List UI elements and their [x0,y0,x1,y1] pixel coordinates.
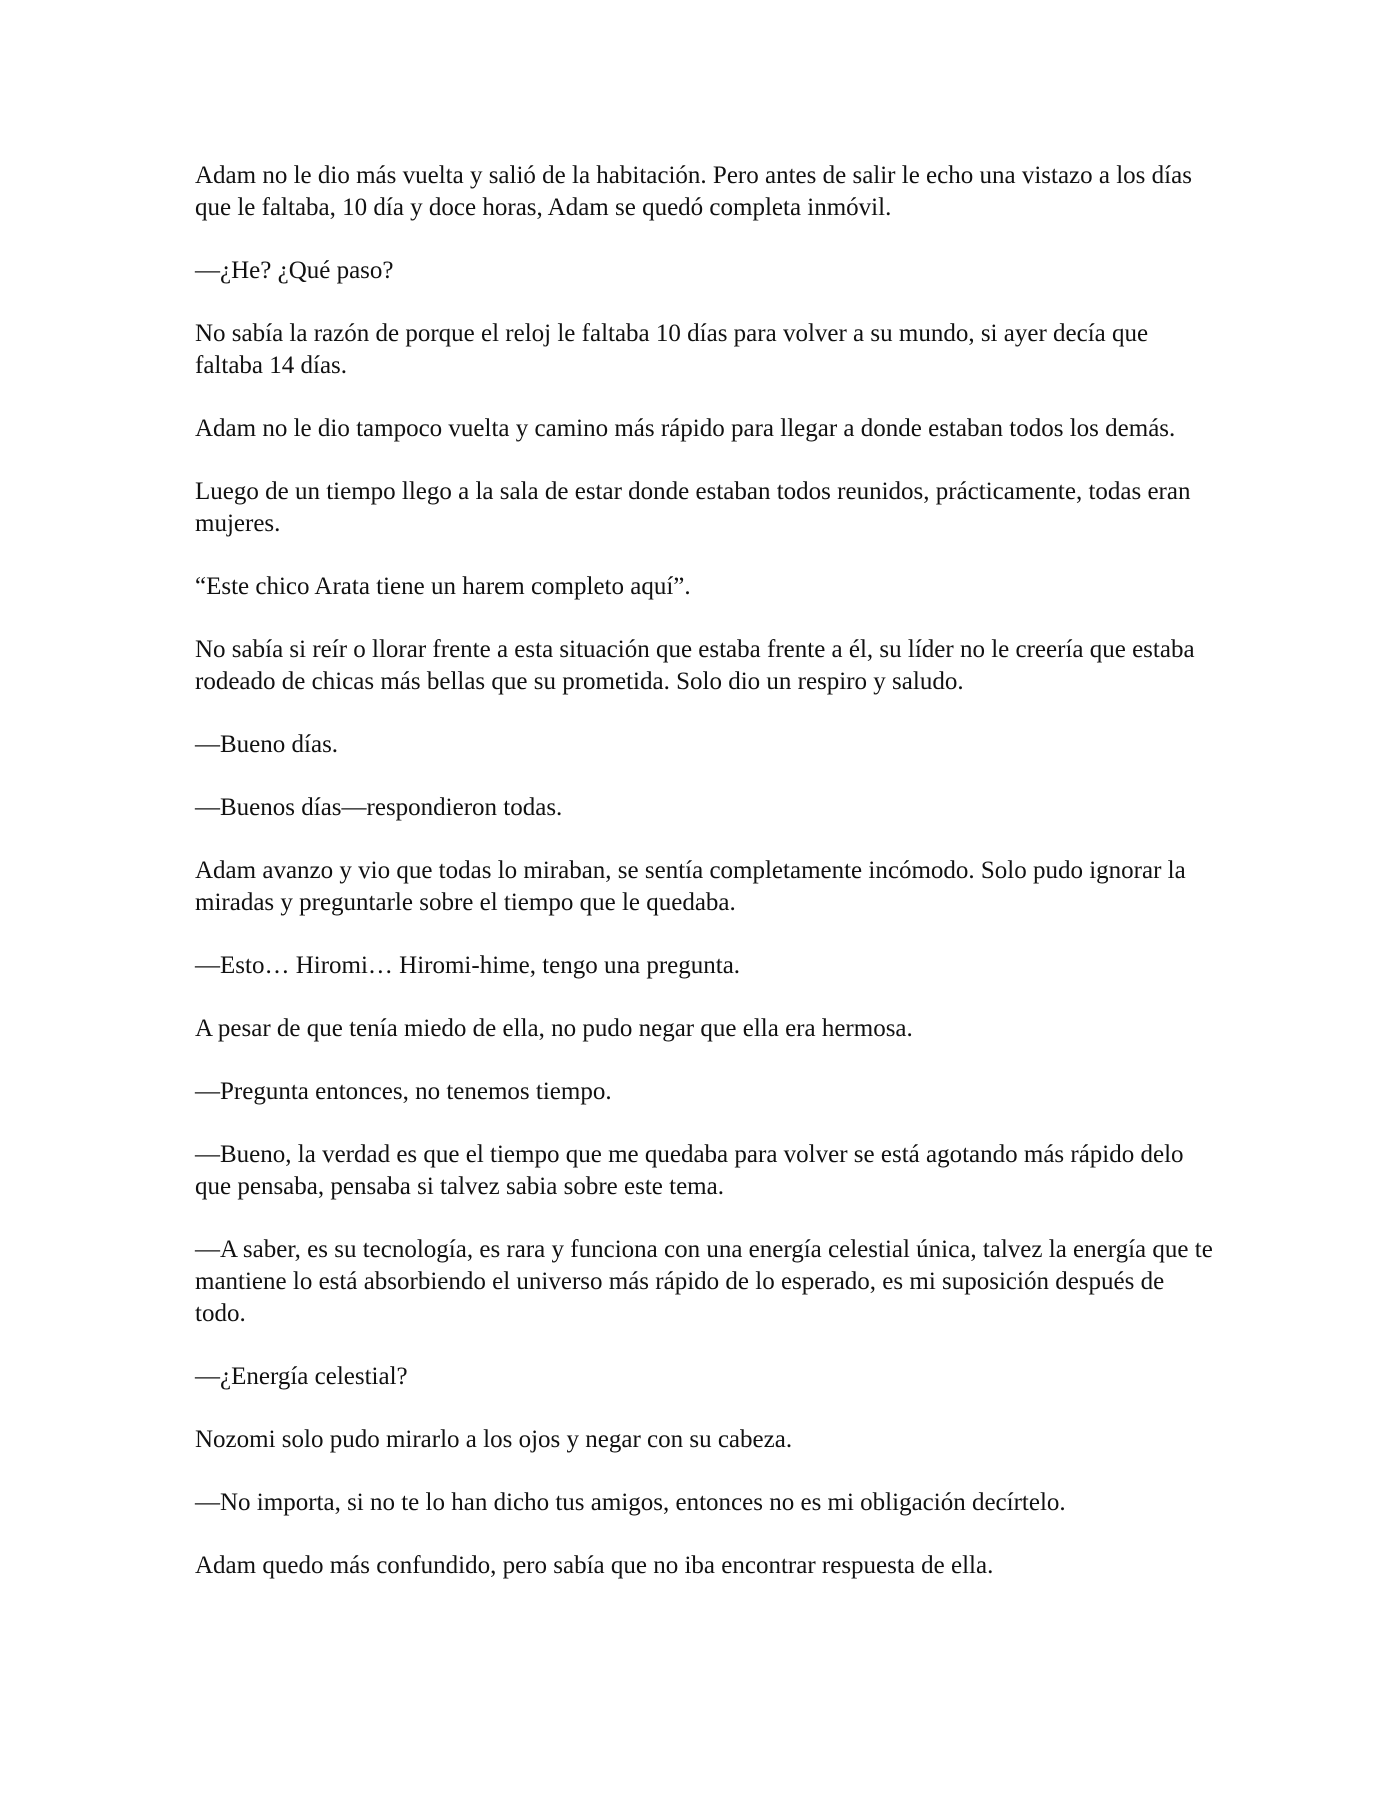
paragraph: —¿Energía celestial? [195,1363,408,1390]
paragraph: —A saber, es su tecnología, es rara y funciona con una energía celestial única, talvez la energía que te mantiene lo está absorbiendo el universo más rápido de lo esperado, es mi suposición después de todo. [195,1236,1213,1327]
paragraph: —¿He? ¿Qué paso? [195,257,394,284]
paragraph: Nozomi solo pudo mirarlo a los ojos y negar con su cabeza. [195,1426,793,1453]
paragraph: Adam no le dio más vuelta y salió de la habitación. Pero antes de salir le echo una vistazo a los días que le faltaba, 10 día y doce horas, Adam se quedó completa inmóvil. [195,162,1192,221]
paragraph: —Esto… Hiromi… Hiromi-hime, tengo una pregunta. [195,952,741,979]
paragraph: “Este chico Arata tiene un harem completo aquí”. [195,573,691,600]
paragraph: Adam quedo más confundido, pero sabía que no iba encontrar respuesta de ella. [195,1552,994,1579]
paragraph: No sabía si reír o llorar frente a esta situación que estaba frente a él, su líder no le creería que estaba rodeado de chicas más bellas que su prometida. Solo dio un respiro y saludo. [195,636,1195,695]
paragraph: Luego de un tiempo llego a la sala de estar donde estaban todos reunidos, prácticamente, todas eran mujeres. [195,478,1191,537]
paragraph: No sabía la razón de porque el reloj le faltaba 10 días para volver a su mundo, si ayer decía que faltaba 14 días. [195,320,1149,379]
paragraph: Adam no le dio tampoco vuelta y camino más rápido para llegar a donde estaban todos los demás. [195,415,1176,442]
paragraph: A pesar de que tenía miedo de ella, no pudo negar que ella era hermosa. [195,1015,913,1042]
paragraph: —Bueno, la verdad es que el tiempo que me quedaba para volver se está agotando más rápido delo que pensaba, pensaba si talvez sabia sobre este tema. [195,1141,1184,1200]
paragraph: Adam avanzo y vio que todas lo miraban, se sentía completamente incómodo. Solo pudo ignorar la miradas y preguntarle sobre el tiempo que le quedaba. [195,857,1186,916]
paragraph: —No importa, si no te lo han dicho tus amigos, entonces no es mi obligación decírtelo. [195,1489,1066,1516]
document-body [195,160,1215,1613]
paragraph: —Buenos días—respondieron todas. [195,794,563,821]
paragraph: —Pregunta entonces, no tenemos tiempo. [195,1078,612,1105]
paragraph: —Bueno días. [195,731,339,758]
